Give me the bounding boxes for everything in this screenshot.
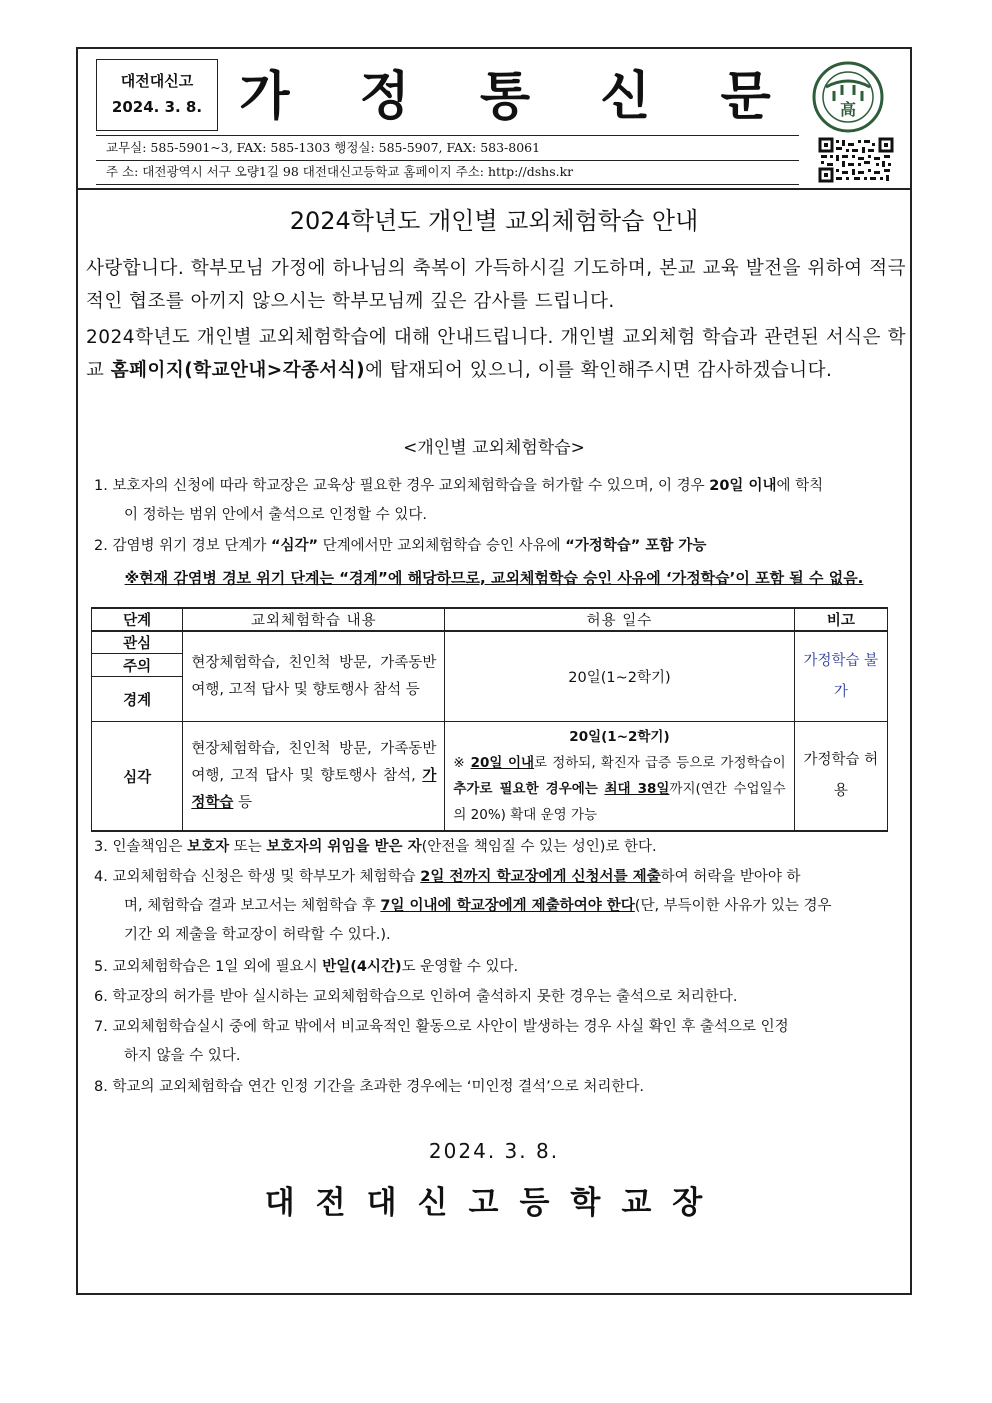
table-row (92, 631, 888, 654)
stage-cell: 심각 (92, 722, 183, 832)
section-subheading: <개인별 교외체험학습> (403, 438, 585, 458)
emblem-char: 高 (839, 100, 857, 119)
table-row (92, 722, 888, 832)
days-cell: 20일(1~2학기) (445, 631, 794, 722)
note-cell: 가정학습 불가 (794, 631, 887, 722)
stage-cell: 주의 (92, 654, 183, 677)
document-title: 2024학년도 개인별 교외체험학습 안내 (289, 207, 699, 235)
table-header-cell: 교외체험학습 내용 (183, 608, 445, 631)
footer-date: 2024. 3. 8. (428, 1139, 560, 1163)
list-item: 8. 학교의 교외체험학습 연간 인정 기간을 초과한 경우에는 ‘미인정 결석’으로 처리한다. (94, 1079, 644, 1095)
school-short-name: 대전대신고 (120, 72, 194, 90)
header-date: 2024. 3. 8. (111, 98, 203, 116)
contact-line: 교무실: 585-5901~3, FAX: 585-1303 행정실: 585-5907, FAX: 583-8061 (96, 135, 799, 161)
list-item: 5. 교외체험학습은 1일 외에 필요시 반일(4시간)도 운영할 수 있다. (94, 959, 519, 975)
note-cell: 가정학습 허용 (794, 722, 887, 832)
list-item: 2. 감염병 위기 경보 단계가 “심각” 단계에서만 교외체험학습 승인 사유에 “가정학습” 포함 가능 (94, 538, 707, 554)
stage-cell: 관심 (92, 631, 183, 654)
list-item: 1. 보호자의 신청에 따라 학교장은 교육상 필요한 경우 교외체험학습을 허가할 수 있으며, 이 경우 20일 이내에 학칙 이 정하는 범위 안에서 출석으로 인정할 수 있다. (94, 478, 824, 523)
list-item: 7. 교외체험학습실시 중에 학교 밖에서 비교육적인 활동으로 사안이 발생하는 경우 사실 확인 후 출석으로 인정 하지 않을 수 있다. (94, 1019, 789, 1064)
approval-table (91, 607, 888, 832)
list-item: 3. 인솔책임은 보호자 또는 보호자의 위임을 받은 자(안전을 책임질 수 있는 성인)로 한다. (94, 839, 657, 855)
content-cell: 현장체험학습, 친인척 방문, 가족동반여행, 고적 답사 및 향토행사 참석, 가정학습 등 (183, 722, 445, 832)
letter-header (78, 49, 910, 185)
document-frame (76, 47, 912, 1295)
table-header-row (92, 608, 888, 631)
list-item: 4. 교외체험학습 신청은 학생 및 학부모가 체험학습 2일 전까지 학교장에게 신청서를 제출하여 허락을 받아야 하 며, 체험학습 결과 보고서는 체험학습 후 7일 이내에 학교장에게 제출하여야 한다(단, 부득이한 사유가 있는 경우 기간 외 제출을 학교장이 허락할 수 있다.). (94, 869, 832, 943)
school-date-box (96, 59, 218, 131)
qr-code-icon (818, 137, 894, 183)
stage-cell: 경계 (92, 677, 183, 722)
content-cell: 현장체험학습, 친인척 방문, 가족동반 여행, 고적 답사 및 향토행사 참석 등 (183, 631, 445, 722)
school-emblem-icon (812, 61, 884, 133)
page-title: 가 정 통 신 문 (239, 67, 797, 127)
intro-paragraph-1: 사랑합니다. 학부모님 가정에 하나님의 축복이 가득하시길 기도하며, 본교 교육 발전을 위하여 적극적인 협조를 아끼지 않으시는 학부모님께 깊은 감사를 드립니다. (86, 258, 906, 312)
list-item: 6. 학교장의 허가를 받아 실시하는 교외체험학습으로 인하여 출석하지 못한 경우는 출석으로 처리한다. (94, 989, 738, 1005)
notice-banner: ※현재 감염병 경보 위기 단계는 “경계”에 해당하므로, 교외체험학습 승인 사유에 ‘가정학습’이 포함 될 수 없음. (124, 569, 864, 587)
address-line: 주 소: 대전광역시 서구 오량1길 98 대전대신고등학교 홈페이지 주소: http://dshs.kr (96, 160, 799, 185)
header-divider (78, 188, 910, 190)
principal-signature: 대전대신고등학교장 (264, 1185, 724, 1221)
table-header-cell: 비고 (794, 608, 887, 631)
intro-paragraph-2: 2024학년도 개인별 교외체험학습에 대해 안내드립니다. 개인별 교외체험 학습과 관련된 서식은 학교 홈페이지(학교안내>각종서식)에 탑재되어 있으니, 이를 확인해주시면 감사하겠습니다. (86, 327, 906, 381)
days-cell: 20일(1~2학기) ※ 20일 이내로 정하되, 확진자 급증 등으로 가정학습이 추가로 필요한 경우에는 최대 38일까지(연간 수업일수의 20%) 확대 운영 가능 (445, 722, 794, 832)
table-header-cell: 허용 일수 (445, 608, 794, 631)
table-header-cell: 단계 (92, 608, 183, 631)
